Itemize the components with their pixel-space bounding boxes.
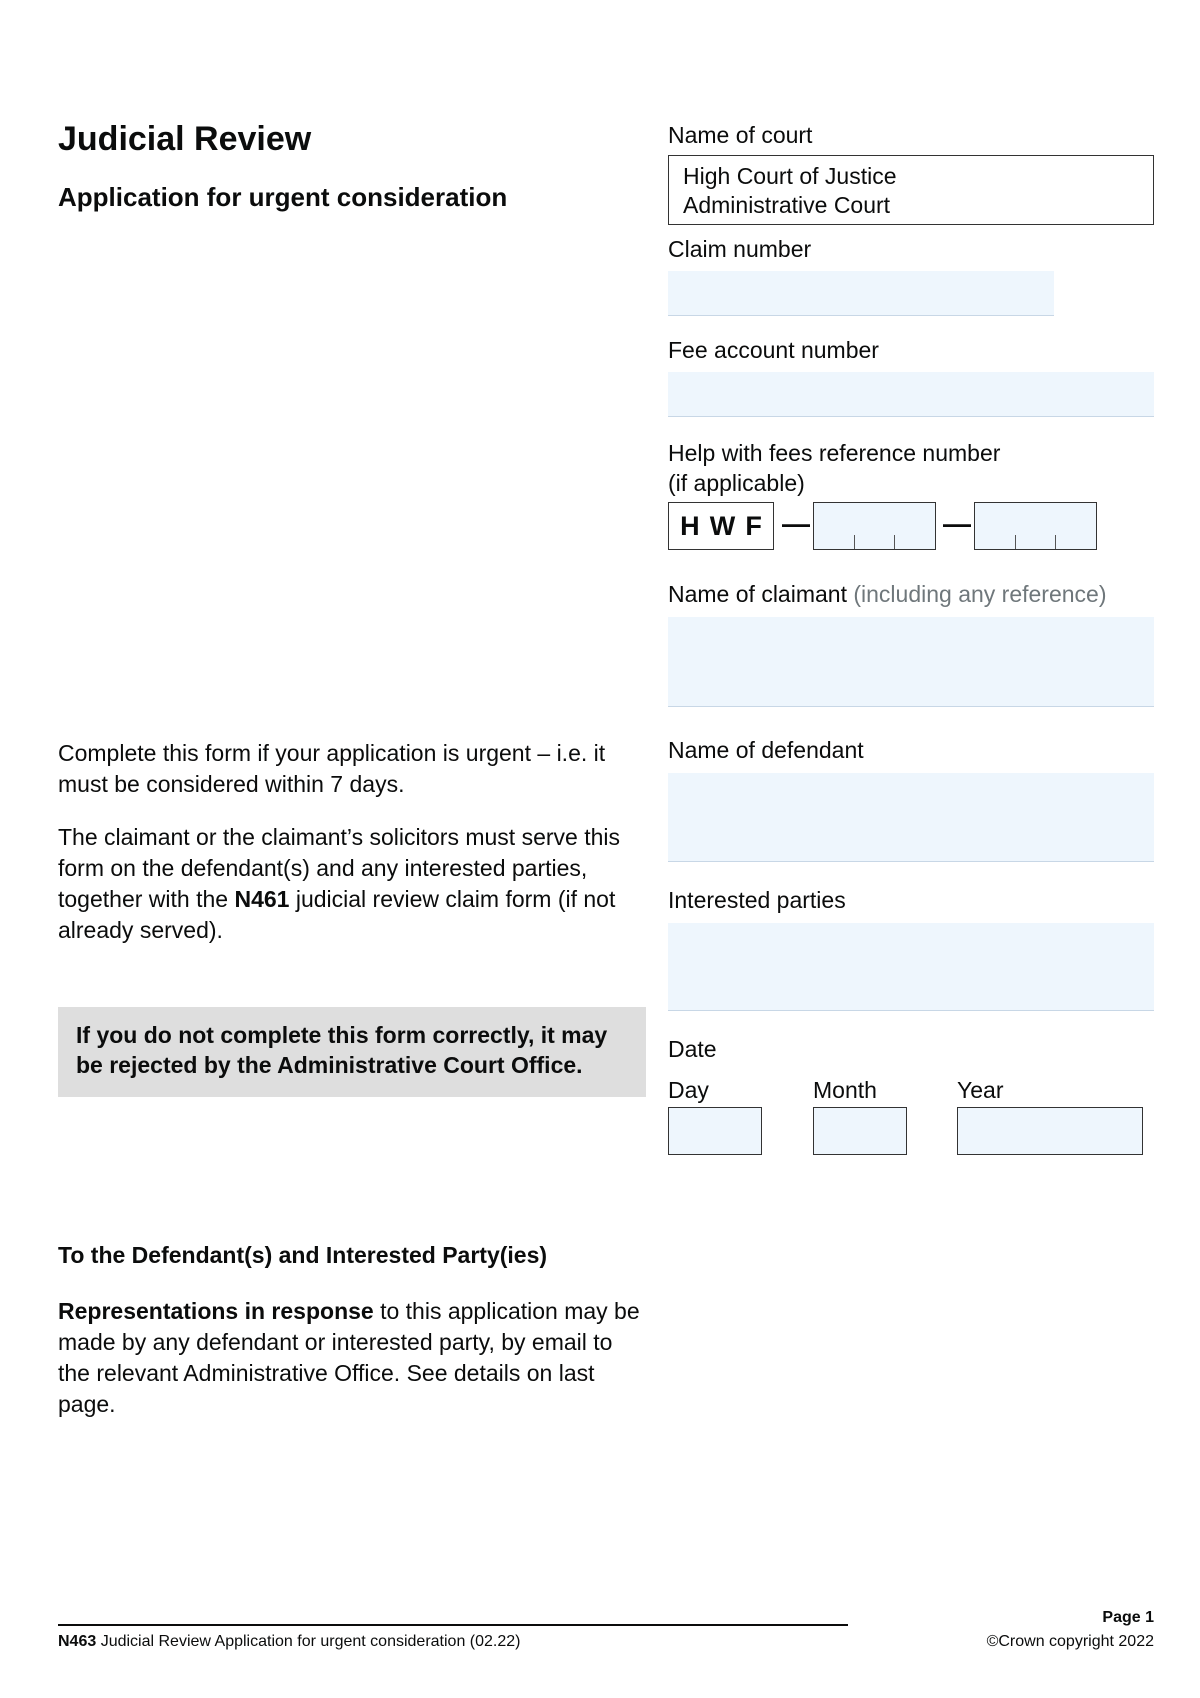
claimant-label xyxy=(668,581,1107,608)
hwf-segment-2-tick-1 xyxy=(1015,535,1016,549)
hwf-letter-f: F xyxy=(745,510,762,541)
serve-form-code: N461 xyxy=(234,886,290,912)
footer-divider xyxy=(58,1624,848,1626)
court-line-2: Administrative Court xyxy=(683,192,891,218)
footer-form-code: N463 xyxy=(58,1633,97,1650)
hwf-separator-2: — xyxy=(943,508,971,539)
defendant-label: Name of defendant xyxy=(668,737,864,763)
warning-box xyxy=(58,1007,646,1097)
claimant-input[interactable] xyxy=(668,617,1154,707)
defendant-input[interactable] xyxy=(668,773,1154,862)
page-number: Page 1 xyxy=(1102,1609,1154,1626)
interested-parties-input[interactable] xyxy=(668,923,1154,1011)
claimant-label-text: Name of claimant xyxy=(668,581,847,607)
hwf-segment-2-input[interactable] xyxy=(974,502,1097,550)
claim-number-input[interactable] xyxy=(668,271,1054,316)
representations-text: to this application may be made by any defendant or interested party, by email to the relevant Administrative Office. See details on last page. xyxy=(58,1298,640,1417)
intro-paragraph: Complete this form if your application is urgent – i.e. it must be considered within 7 days. xyxy=(58,740,606,797)
hwf-segment-1-input[interactable] xyxy=(813,502,936,550)
hwf-segment-1-tick-2 xyxy=(894,535,895,549)
serve-text-1: The claimant or the claimant’s solicitors must serve this form on the defendant(s) and any interested parties, together with the xyxy=(58,824,620,912)
year-input[interactable] xyxy=(957,1107,1143,1155)
day-label: Day xyxy=(668,1077,709,1103)
hwf-segment-1-tick-1 xyxy=(854,535,855,549)
page-subtitle: Application for urgent consideration xyxy=(58,182,508,212)
month-label: Month xyxy=(813,1077,877,1103)
representations-paragraph xyxy=(58,1296,643,1420)
page-title: Judicial Review xyxy=(58,120,312,158)
year-label: Year xyxy=(957,1077,1004,1103)
warning-text: If you do not complete this form correctly, it may be rejected by the Administrative Court Office. xyxy=(76,1022,608,1078)
hwf-letter-w: W xyxy=(709,510,736,541)
footer-form-name: Judicial Review Application for urgent consideration (02.22) xyxy=(96,1633,521,1650)
court-name-box xyxy=(668,155,1154,225)
month-input[interactable] xyxy=(813,1107,907,1155)
date-label: Date xyxy=(668,1036,717,1062)
representations-bold: Representations in response xyxy=(58,1298,374,1324)
court-label: Name of court xyxy=(668,122,813,148)
interested-label: Interested parties xyxy=(668,887,846,913)
footer-form-title xyxy=(58,1633,520,1651)
hwf-label xyxy=(668,438,1000,498)
hwf-separator-1: — xyxy=(782,508,810,539)
serve-text-2: judicial review claim form (if not already served). xyxy=(58,886,616,943)
copyright: ©Crown copyright 2022 xyxy=(986,1633,1154,1650)
hwf-letter-h: H xyxy=(680,510,700,541)
fee-account-label: Fee account number xyxy=(668,337,879,363)
serve-paragraph xyxy=(58,822,643,946)
claim-number-label: Claim number xyxy=(668,236,812,262)
hwf-label-line1: Help with fees reference number xyxy=(668,440,1001,466)
fee-account-input[interactable] xyxy=(668,372,1154,417)
day-input[interactable] xyxy=(668,1107,762,1155)
court-line-1: High Court of Justice xyxy=(683,163,897,189)
hwf-segment-2-tick-2 xyxy=(1055,535,1056,549)
hwf-label-line2: (if applicable) xyxy=(668,470,805,496)
footer-right xyxy=(987,1606,1154,1654)
to-defendants-heading: To the Defendant(s) and Interested Party(ies) xyxy=(58,1242,548,1268)
claimant-label-note: (including any reference) xyxy=(853,581,1107,607)
hwf-prefix-box xyxy=(668,502,774,550)
